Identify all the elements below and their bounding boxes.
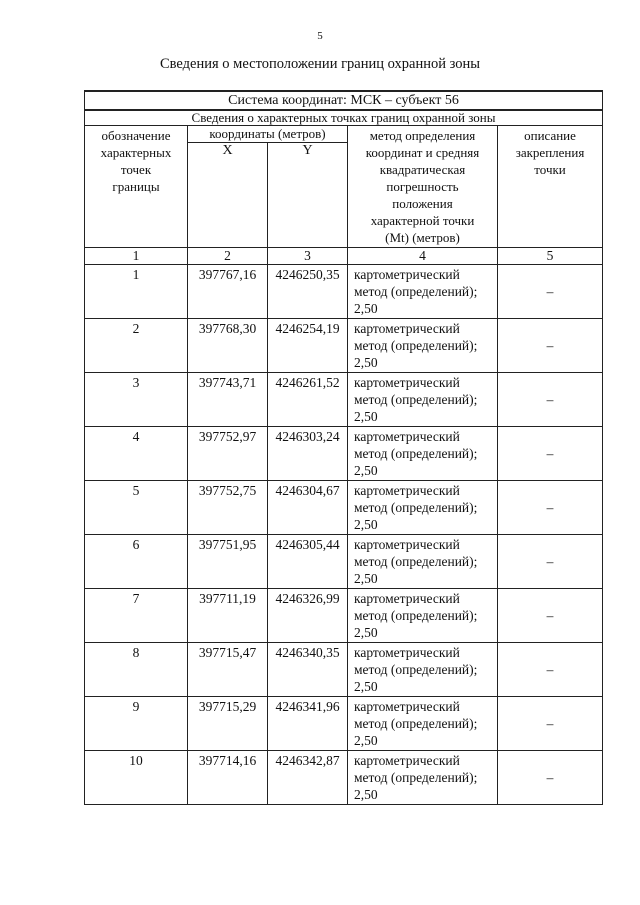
section-title-row: Сведения о характерных точках границ охранной зоны [85, 110, 603, 126]
fixing-description: – [498, 319, 603, 373]
x-coordinate: 397715,29 [188, 697, 268, 751]
table-row [85, 373, 603, 427]
header-text: метод определения [369, 128, 476, 143]
method-cell [348, 697, 498, 751]
table-row [85, 751, 603, 805]
y-coordinate: 4246254,19 [268, 319, 348, 373]
method-line: 2,50 [354, 679, 378, 694]
y-coordinate: 4246261,52 [268, 373, 348, 427]
method-cell [348, 373, 498, 427]
point-number: 5 [85, 481, 188, 535]
method-line: картометрический [354, 645, 460, 660]
fixing-description: – [498, 535, 603, 589]
header-text: обозначение [101, 128, 171, 143]
fixing-description: – [498, 373, 603, 427]
method-cell [348, 265, 498, 319]
x-coordinate: 397752,75 [188, 481, 268, 535]
method-line: 2,50 [354, 733, 378, 748]
method-line: картометрический [354, 429, 460, 444]
method-cell [348, 481, 498, 535]
column-number: 1 [85, 248, 188, 265]
x-coordinate: 397711,19 [188, 589, 268, 643]
fixing-description: – [498, 697, 603, 751]
x-coordinate: 397768,30 [188, 319, 268, 373]
point-number: 8 [85, 643, 188, 697]
x-coordinate: 397767,16 [188, 265, 268, 319]
header-text: точки [534, 162, 566, 177]
y-coordinate: 4246341,96 [268, 697, 348, 751]
method-line: 2,50 [354, 571, 378, 586]
point-number: 9 [85, 697, 188, 751]
method-line: картометрический [354, 753, 460, 768]
method-cell [348, 427, 498, 481]
fixing-description: – [498, 643, 603, 697]
coordinate-system-row: Система координат: МСК – субъект 56 [85, 91, 603, 110]
method-line: 2,50 [354, 409, 378, 424]
boundary-points-table [84, 90, 603, 805]
method-cell [348, 643, 498, 697]
point-number: 6 [85, 535, 188, 589]
method-cell [348, 535, 498, 589]
header-text: закрепления [515, 145, 585, 160]
header-text: квадратическая [379, 162, 466, 177]
method-line: 2,50 [354, 355, 378, 370]
y-coordinate: 4246326,99 [268, 589, 348, 643]
table-row [85, 319, 603, 373]
y-coordinate: 4246305,44 [268, 535, 348, 589]
method-line: метод (определений); [354, 446, 478, 461]
method-cell [348, 751, 498, 805]
table-row [85, 265, 603, 319]
method-line: картометрический [354, 591, 460, 606]
header-text: характерных [100, 145, 172, 160]
method-line: 2,50 [354, 787, 378, 802]
x-coordinate: 397752,97 [188, 427, 268, 481]
table-row [85, 643, 603, 697]
method-line: метод (определений); [354, 608, 478, 623]
column-number: 5 [498, 248, 603, 265]
column-number: 2 [188, 248, 268, 265]
header-y: Y [268, 143, 348, 248]
x-coordinate: 397715,47 [188, 643, 268, 697]
y-coordinate: 4246340,35 [268, 643, 348, 697]
header-text: координат и средняя [365, 145, 480, 160]
method-line: метод (определений); [354, 500, 478, 515]
method-line: 2,50 [354, 463, 378, 478]
page-number: 5 [317, 30, 323, 42]
table-row [85, 589, 603, 643]
document-title: Сведения о местоположении границ охранной зоны [159, 56, 480, 72]
method-line: метод (определений); [354, 338, 478, 353]
header-text: границы [112, 179, 160, 194]
header-x: X [188, 143, 268, 248]
header-text: характерной точки [370, 213, 475, 228]
x-coordinate: 397743,71 [188, 373, 268, 427]
fixing-description: – [498, 481, 603, 535]
table-row [85, 535, 603, 589]
method-line: метод (определений); [354, 392, 478, 407]
y-coordinate: 4246250,35 [268, 265, 348, 319]
fixing-description: – [498, 265, 603, 319]
point-number: 7 [85, 589, 188, 643]
point-number: 4 [85, 427, 188, 481]
header-text: точек [120, 162, 152, 177]
table-row [85, 481, 603, 535]
column-number: 3 [268, 248, 348, 265]
fixing-description: – [498, 589, 603, 643]
point-number: 3 [85, 373, 188, 427]
header-fixing-description [498, 126, 603, 248]
method-line: метод (определений); [354, 284, 478, 299]
method-line: метод (определений); [354, 716, 478, 731]
method-line: метод (определений); [354, 554, 478, 569]
y-coordinate: 4246304,67 [268, 481, 348, 535]
method-line: метод (определений); [354, 662, 478, 677]
header-text: погрешность [386, 179, 459, 194]
method-line: картометрический [354, 321, 460, 336]
fixing-description: – [498, 751, 603, 805]
method-cell [348, 319, 498, 373]
header-text: положения [392, 196, 453, 211]
header-text: описание [524, 128, 576, 143]
method-line: картометрический [354, 537, 460, 552]
method-line: 2,50 [354, 517, 378, 532]
method-line: 2,50 [354, 625, 378, 640]
column-number: 4 [348, 248, 498, 265]
method-line: метод (определений); [354, 770, 478, 785]
header-point-designation [85, 126, 188, 248]
method-line: картометрический [354, 267, 460, 282]
header-method [348, 126, 498, 248]
method-line: картометрический [354, 375, 460, 390]
method-line: картометрический [354, 699, 460, 714]
point-number: 1 [85, 265, 188, 319]
table-row [85, 427, 603, 481]
method-cell [348, 589, 498, 643]
point-number: 2 [85, 319, 188, 373]
x-coordinate: 397714,16 [188, 751, 268, 805]
header-text: (Mt) (метров) [385, 230, 460, 245]
method-line: картометрический [354, 483, 460, 498]
method-line: 2,50 [354, 301, 378, 316]
y-coordinate: 4246303,24 [268, 427, 348, 481]
table-row [85, 697, 603, 751]
header-coordinates: координаты (метров) [188, 126, 348, 143]
fixing-description: – [498, 427, 603, 481]
x-coordinate: 397751,95 [188, 535, 268, 589]
y-coordinate: 4246342,87 [268, 751, 348, 805]
point-number: 10 [85, 751, 188, 805]
